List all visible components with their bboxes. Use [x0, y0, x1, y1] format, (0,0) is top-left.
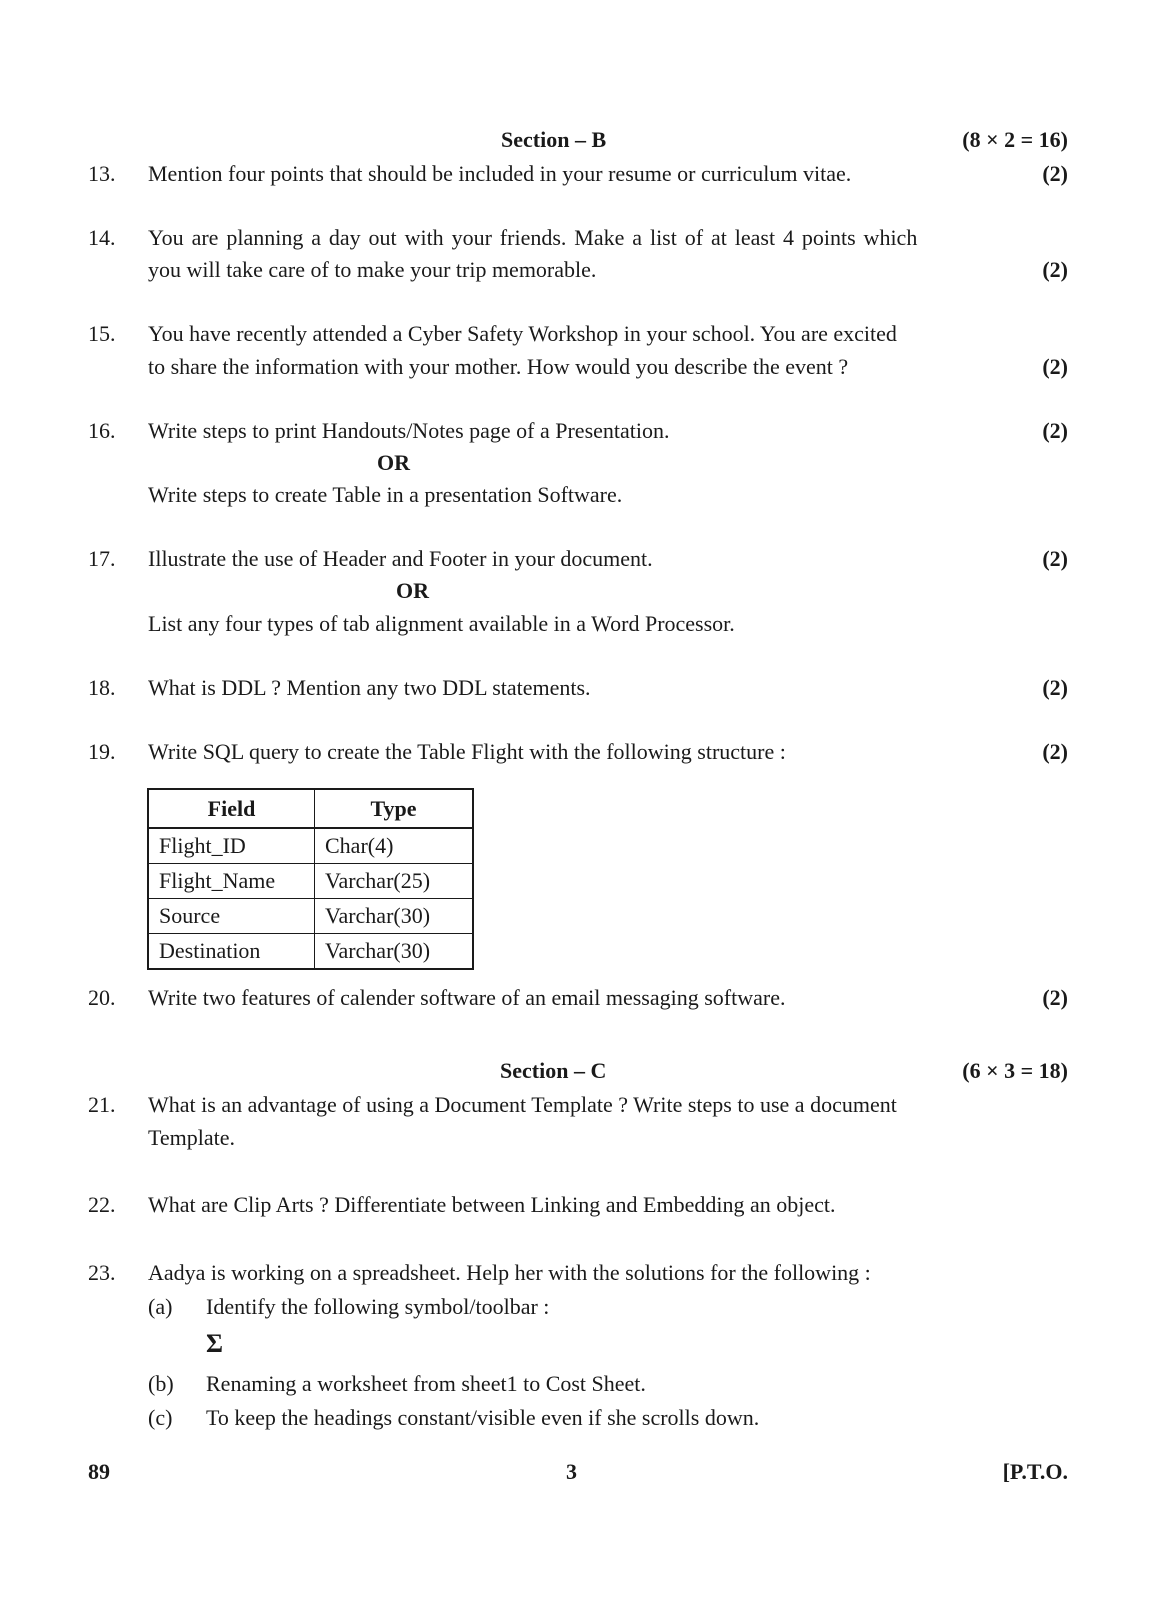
question-marks: (2) [1042, 675, 1068, 700]
flight-structure-table [147, 788, 474, 970]
question-text: Mention four points that should be included in your resume or curriculum vitae. [148, 161, 852, 186]
subpart-text-a: Identify the following symbol/toolbar : [206, 1294, 550, 1319]
question-text: Illustrate the use of Header and Footer in your document. [148, 546, 653, 571]
table-header-row [148, 789, 473, 828]
or-separator: OR [396, 578, 429, 603]
question-text: What are Clip Arts ? Differentiate between Linking and Embedding an object. [148, 1192, 836, 1217]
please-turn-over: [P.T.O. [1002, 1459, 1068, 1484]
question-marks: (2) [1042, 257, 1068, 282]
paper-code: 89 [88, 1459, 110, 1484]
question-marks: (2) [1042, 418, 1068, 443]
or-separator: OR [377, 450, 410, 475]
question-number: 16. [88, 418, 116, 443]
question-marks: (2) [1042, 739, 1068, 764]
page-number: 3 [566, 1459, 577, 1484]
subpart-label-c: (c) [148, 1405, 173, 1430]
section-c-title: Section – C [500, 1058, 607, 1083]
subpart-text-b: Renaming a worksheet from sheet1 to Cost Sheet. [206, 1371, 646, 1396]
question-text-cont: you will take care of to make your trip memorable. [148, 257, 597, 282]
question-text: What is an advantage of using a Document Template ? Write steps to use a document [148, 1092, 897, 1117]
question-text: Write SQL query to create the Table Flight with the following structure : [148, 739, 786, 764]
question-text-cont: to share the information with your mother. How would you describe the event ? [148, 354, 849, 379]
table-cell-field: Flight_Name [148, 864, 315, 899]
section-b-marks: (8 × 2 = 16) [962, 127, 1068, 152]
question-text-alt: List any four types of tab alignment available in a Word Processor. [148, 611, 735, 636]
question-text: What is DDL ? Mention any two DDL statements. [148, 675, 591, 700]
subpart-label-a: (a) [148, 1294, 173, 1319]
question-number: 23. [88, 1260, 116, 1285]
subpart-text-c: To keep the headings constant/visible even if she scrolls down. [206, 1405, 760, 1430]
table-cell-field: Destination [148, 934, 315, 970]
section-c-marks: (6 × 3 = 18) [962, 1058, 1068, 1083]
table-header-field: Field [148, 789, 315, 828]
question-marks: (2) [1042, 161, 1068, 186]
table-cell-field: Source [148, 899, 315, 934]
section-b-title: Section – B [501, 127, 607, 152]
subpart-label-b: (b) [148, 1371, 174, 1396]
table-cell-type: Varchar(25) [315, 864, 474, 899]
table-row [148, 828, 473, 864]
question-number: 21. [88, 1092, 116, 1117]
question-text-alt: Write steps to create Table in a presentation Software. [148, 482, 623, 507]
question-text-cont: Template. [148, 1125, 236, 1150]
table-cell-field: Flight_ID [148, 828, 315, 864]
table-header-type: Type [315, 789, 474, 828]
question-number: 13. [88, 161, 116, 186]
table-row [148, 864, 473, 899]
table-row [148, 934, 473, 970]
table-row [148, 899, 473, 934]
sigma-icon: Σ [206, 1329, 223, 1358]
question-number: 20. [88, 985, 116, 1010]
question-number: 15. [88, 321, 116, 346]
question-text: You have recently attended a Cyber Safety Workshop in your school. You are excited [148, 321, 897, 346]
question-text: Write two features of calender software of an email messaging software. [148, 985, 786, 1010]
question-marks: (2) [1042, 546, 1068, 571]
question-marks: (2) [1042, 354, 1068, 379]
table-cell-type: Varchar(30) [315, 934, 474, 970]
question-number: 17. [88, 546, 116, 571]
question-number: 22. [88, 1192, 116, 1217]
table-cell-type: Varchar(30) [315, 899, 474, 934]
question-number: 19. [88, 739, 116, 764]
question-number: 18. [88, 675, 116, 700]
question-text: Write steps to print Handouts/Notes page of a Presentation. [148, 418, 670, 443]
question-text: Aadya is working on a spreadsheet. Help her with the solutions for the following : [148, 1260, 871, 1285]
question-marks: (2) [1042, 985, 1068, 1010]
question-text: You are planning a day out with your friends. Make a list of at least 4 points which [148, 225, 918, 250]
question-number: 14. [88, 225, 116, 250]
table-cell-type: Char(4) [315, 828, 474, 864]
